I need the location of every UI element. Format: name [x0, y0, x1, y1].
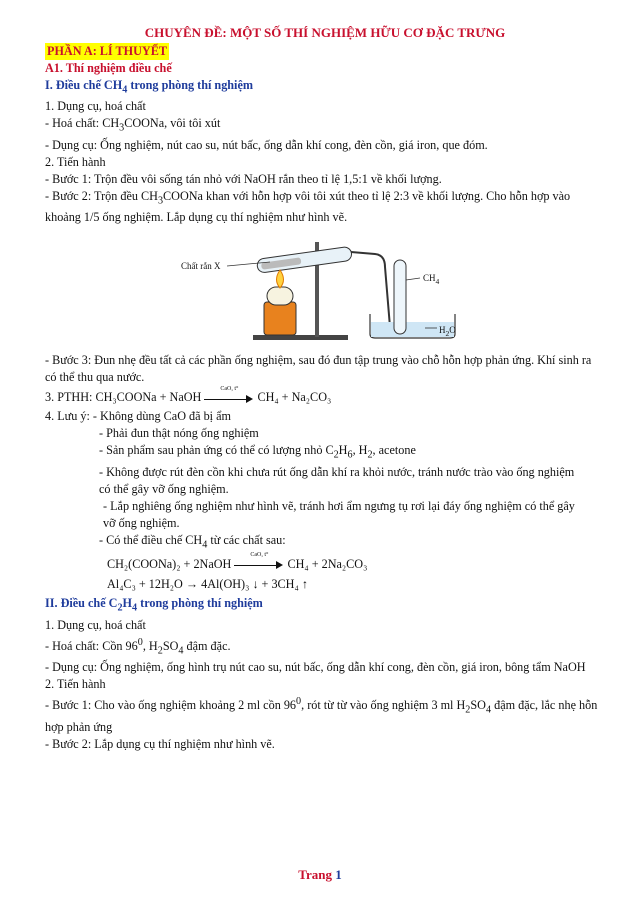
ch4-chemicals: - Hoá chất: $CH_3COONa$, vôi tôi xút [45, 116, 221, 134]
ch4-apparatus-diagram [45, 232, 605, 350]
equation-2: CH₂(COONa)₂ + 2NaOH CaO, t° CH₄ + 2Na₂CO₃ [107, 552, 368, 572]
reaction-arrow: CaO, t° [204, 393, 254, 405]
label-solid-x: Chất rắn X [181, 261, 221, 272]
note-5: - Lắp nghiêng ống nghiệm như hình vẽ, tránh hơi ẩm ngưng tụ rơi lại đáy ống nghiệm có thể gây vỡ ống nghiệm. [103, 498, 575, 530]
section-a1-heading: A1. Thí nghiệm điều chế [45, 61, 172, 75]
section-ch4-heading: I. Điều chế $CH_4$ trong phòng thí nghiệm [45, 78, 254, 96]
footer-label: Trang [298, 867, 336, 882]
equation-left: CH₃COONa + NaOH [95, 390, 202, 405]
section-c2h4-heading: II. Điều chế $C_2H_4$ trong phòng thí nghiệm [45, 596, 263, 614]
ch4-step-3: - Bước 3: Đun nhẹ đều tất cả các phần ống nghiệm, sau đó đun tập trung vào chỗ hỗn hợp phản ứng. Khí sinh ra có thể thu qua nước. [45, 353, 592, 385]
ch4-equation-line: 3. PTHH: CH₃COONa + NaOH CaO, t° CH₄ + Na₂CO₃ [45, 385, 332, 405]
ch4-step-1: - Bước 1: Trộn đều vôi sống tán nhỏ với NaOH rắn theo tỉ lệ 1,5:1 về khối lượng. [45, 171, 442, 186]
page-number: 1 [335, 867, 342, 882]
c2h4-tools-heading: 1. Dụng cụ, hoá chất [45, 617, 146, 632]
equation-right: CH₄ + Na₂CO₃ [257, 390, 332, 405]
label-ch4: $CH_4$ [423, 273, 440, 287]
c2h4-procedure-heading: 2. Tiến hành [45, 677, 106, 692]
page-footer [0, 866, 640, 883]
note-2: - Phải đun thật nóng ống nghiệm [99, 426, 259, 441]
ch4-procedure-heading: 2. Tiến hành [45, 154, 106, 169]
note-3: - Sản phẩm sau phản ứng có thể có lượng nhỏ $C_2H_6$, $H_2$, acetone [99, 443, 416, 461]
c2h4-step-1: - Bước 1: Cho vào ống nghiệm khoảng 2 ml cồn $96^0$, rót từ từ vào ống nghiệm 3 ml $H_2SO_4$ đậm đặc, lắc nhẹ hỗn hợp phản ứng [45, 696, 598, 734]
c2h4-tools: - Dụng cụ: Ống nghiệm, ống hình trụ nút cao su, nút bấc, ống dẫn khí cong, đèn cồn, giá iron, bông tẩm NaOH [45, 660, 586, 675]
c2h4-step-2: - Bước 2: Lắp dụng cụ thí nghiệm như hình vẽ. [45, 736, 275, 751]
ch4-step-2: - Bước 2: Trộn đều $CH_3COONa$ khan với hỗn hợp vôi tôi xút theo tỉ lệ 2:3 về khối lượng. Cho hỗn hợp vào khoảng 1/5 ống nghiệm. Lắp dụng cụ thí nghiệm như hình vẽ. [45, 188, 571, 225]
apparatus-illustration [45, 232, 605, 350]
document-page [45, 24, 605, 753]
c2h4-chemicals: - Hoá chất: Cồn $96^0$, $H_2SO_4$ đậm đặc. [45, 636, 231, 657]
note-6: - Có thể điều chế $CH_4$ từ các chất sau: [99, 532, 286, 551]
reaction-arrow-2: CaO, t° [234, 559, 284, 571]
ch4-tools-heading: 1. Dụng cụ, hoá chất [45, 99, 146, 114]
equation-3: Al₄C₃ + 12H₂O → 4Al(OH)₃ ↓ + 3CH₄ ↑ [107, 577, 308, 592]
note-1: 4. Lưu ý: - Không dùng CaO đã bị ẩm [45, 409, 232, 424]
part-a-heading: PHẦN A: LÍ THUYẾT [47, 44, 167, 58]
ch4-tools: - Dụng cụ: Ống nghiệm, nút cao su, nút bấc, ống dẫn khí cong, đèn cồn, giá iron, que đóm. [45, 137, 488, 152]
note-4: - Không được rút đèn cồn khi chưa rút ống dẫn khí ra khỏi nước, tránh nước trào vào ống nghiệm có thể gây vỡ ống nghiệm. [99, 464, 575, 496]
label-h2o: $H_2O$ [439, 325, 456, 339]
document-title: CHUYÊN ĐỀ: MỘT SỐ THÍ NGHIỆM HỮU CƠ ĐẶC TRƯNG [144, 25, 506, 40]
